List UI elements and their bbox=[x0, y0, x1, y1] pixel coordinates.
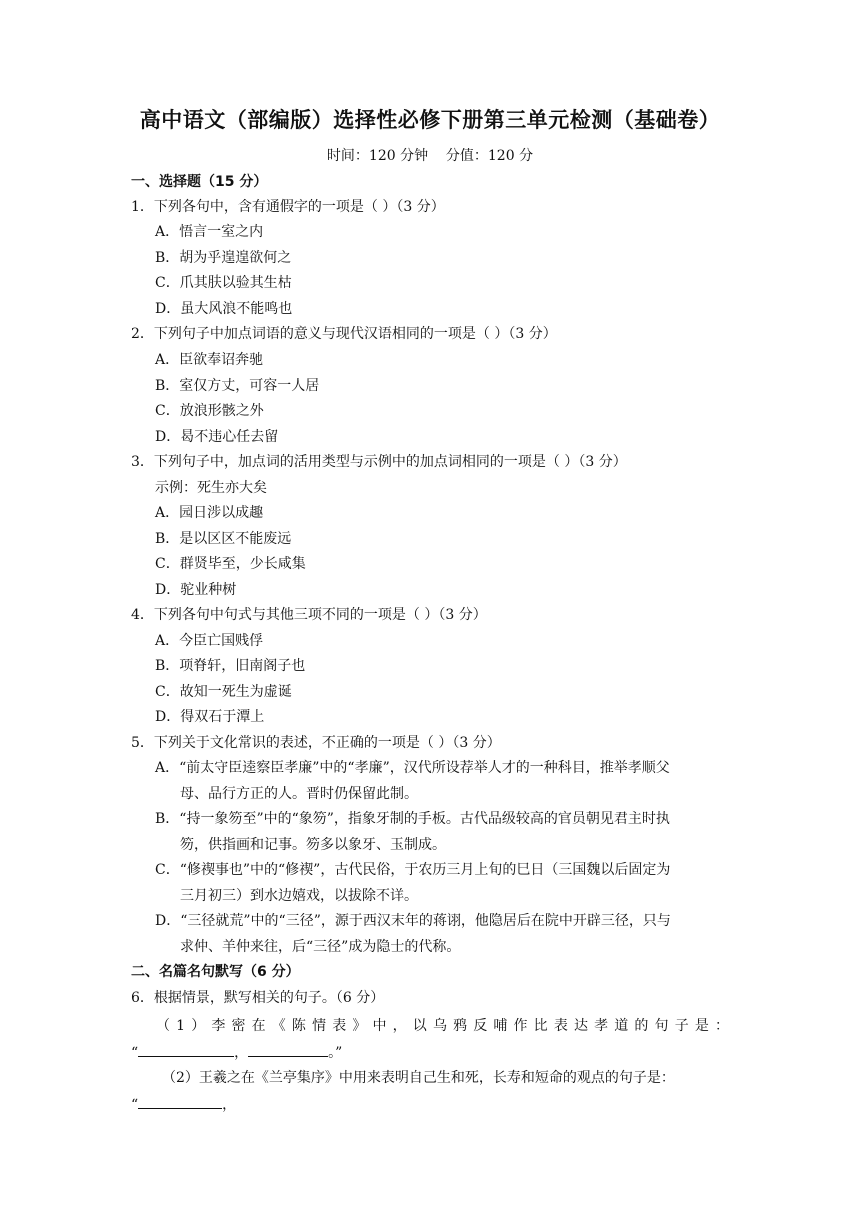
question-4-option-a: A．今臣亡国贱俘 bbox=[155, 633, 264, 649]
comma: ， bbox=[222, 1097, 237, 1113]
comma: ， bbox=[234, 1045, 249, 1061]
answer-blank-3[interactable] bbox=[138, 1094, 222, 1109]
question-1-option-b: B．胡为乎遑遑欲何之 bbox=[155, 250, 292, 266]
question-3-stem: 3．下列句子中，加点词的活用类型与示例中的加点词相同的一项是（ ）（3 分） bbox=[131, 454, 627, 470]
question-2-option-a: A．臣欲奉诏奔驰 bbox=[155, 352, 264, 368]
question-3-option-b: B．是以区区不能废远 bbox=[155, 531, 292, 547]
question-6-part-2: （2）王羲之在《兰亭集序》中用来表明自己生和死，长寿和短命的观点的句子是： bbox=[162, 1070, 675, 1086]
question-3-option-a: A．园日涉以成趣 bbox=[155, 505, 264, 521]
question-5-option-b: B．“持一象笏至”中的“象笏”，指象牙制的手板。古代品级较高的官员朝见君主时执 bbox=[155, 811, 670, 827]
question-6-stem: 6．根据情景，默写相关的句子。（6 分） bbox=[131, 990, 385, 1006]
open-quote: “ bbox=[131, 1097, 139, 1113]
question-5-stem: 5．下列关于文化常识的表述，不正确的一项是（ ）（3 分） bbox=[131, 735, 501, 751]
question-1-option-a: A．悟言一室之内 bbox=[155, 224, 264, 240]
question-4-option-b: B．项脊轩，旧南阁子也 bbox=[155, 658, 306, 674]
question-5-option-d: D．“三径就荒”中的“三径”，源于西汉末年的蒋诩，他隐居后在院中开辟三径，只与 bbox=[155, 913, 671, 929]
question-5-option-a-cont: 母、品行方正的人。晋时仍保留此制。 bbox=[180, 786, 418, 802]
question-2-option-b: B．室仅方丈，可容一人居 bbox=[155, 378, 320, 394]
question-2-stem: 2．下列句子中加点词语的意义与现代汉语相同的一项是（ ）（3 分） bbox=[131, 326, 557, 342]
page-title: 高中语文（部编版）选择性必修下册第三单元检测（基础卷） bbox=[139, 108, 721, 132]
section-heading-choice: 一、选择题（15 分） bbox=[131, 174, 268, 190]
question-1-option-d: D．虽大风浪不能鸣也 bbox=[155, 301, 293, 317]
answer-blank-2[interactable] bbox=[248, 1042, 328, 1057]
answer-blank-1[interactable] bbox=[138, 1042, 234, 1057]
question-6-part-1-answer bbox=[131, 1042, 342, 1063]
question-5-option-a: A．“前太守臣逵察臣孝廉”中的“孝廉”，汉代所设荐举人才的一种科目，推举孝顺父 bbox=[155, 760, 670, 776]
question-1-option-c: C．爪其肤以验其生枯 bbox=[155, 275, 292, 291]
open-quote: “ bbox=[131, 1045, 139, 1061]
question-3-option-d: D．驼业种树 bbox=[155, 582, 237, 598]
question-1-stem: 1．下列各句中，含有通假字的一项是（ ）（3 分） bbox=[131, 199, 445, 215]
close-quote: 。” bbox=[328, 1045, 343, 1061]
question-6-part-1: （1）李密在《陈情表》中，以乌鸦反哺作比表达孝道的句子是： bbox=[156, 1018, 729, 1034]
section-heading-recitation: 二、名篇名句默写（6 分） bbox=[131, 964, 300, 980]
exam-time-score: 时间：120 分钟 分值：120 分 bbox=[326, 148, 534, 164]
question-2-option-d: D．曷不违心任去留 bbox=[155, 429, 279, 445]
question-5-option-c-cont: 三月初三）到水边嬉戏，以拔除不详。 bbox=[180, 888, 418, 904]
question-3-example: 示例：死生亦大矣 bbox=[155, 480, 267, 496]
question-3-option-c: C．群贤毕至，少长咸集 bbox=[155, 556, 306, 572]
question-4-stem: 4．下列各句中句式与其他三项不同的一项是（ ）（3 分） bbox=[131, 607, 487, 623]
question-5-option-d-cont: 求仲、羊仲来往，后“三径”成为隐士的代称。 bbox=[180, 939, 461, 955]
question-4-option-d: D．得双石于潭上 bbox=[155, 709, 265, 725]
question-6-part-2-answer bbox=[131, 1094, 236, 1115]
question-4-option-c: C．故知一死生为虚诞 bbox=[155, 684, 292, 700]
question-2-option-c: C．放浪形骸之外 bbox=[155, 403, 264, 419]
question-5-option-b-cont: 笏，供指画和记事。笏多以象牙、玉制成。 bbox=[180, 837, 446, 853]
question-5-option-c: C．“修禊事也”中的“修禊”，古代民俗，于农历三月上旬的巳日（三国魏以后固定为 bbox=[155, 862, 671, 878]
